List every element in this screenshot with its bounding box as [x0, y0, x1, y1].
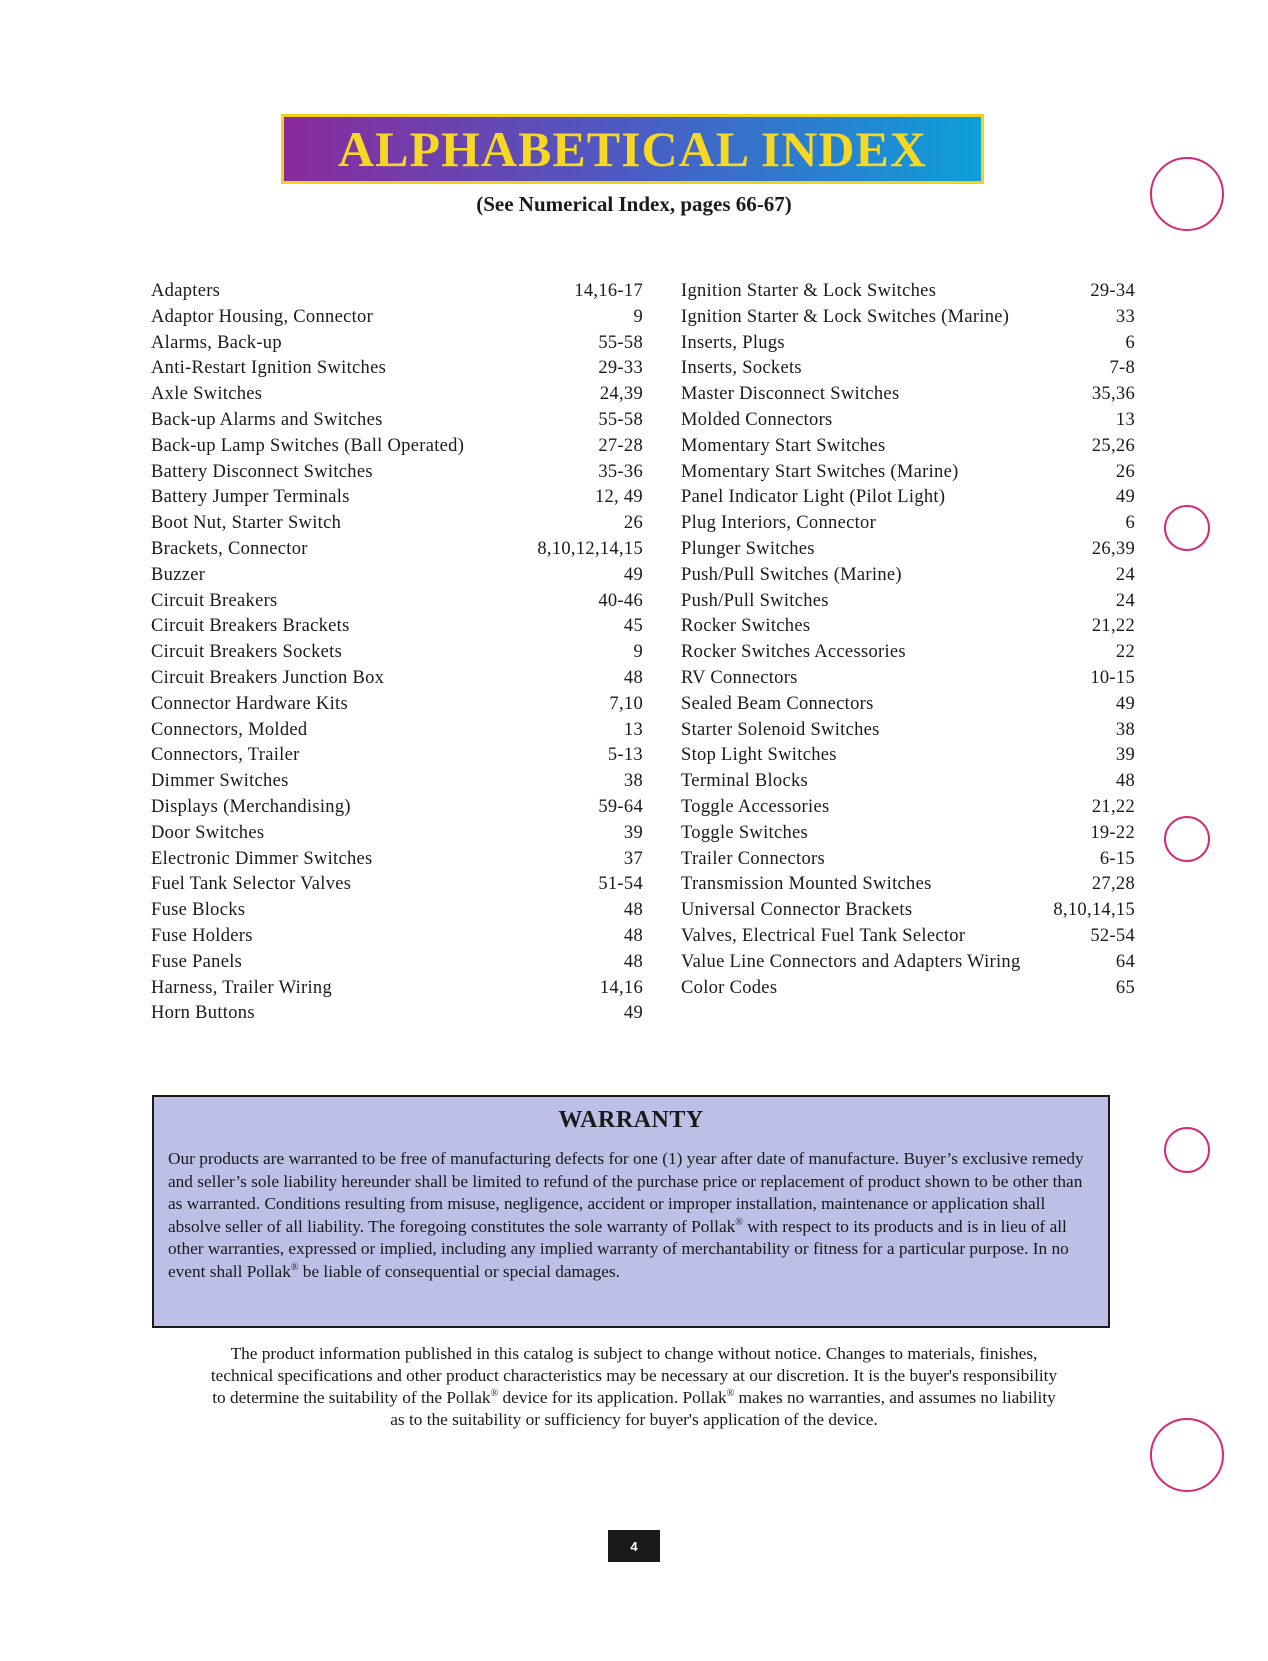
index-entry-name: Back-up Alarms and Switches — [151, 409, 383, 430]
index-entry — [681, 513, 1135, 539]
index-entry-name: Stop Light Switches — [681, 745, 837, 766]
index-left-column — [151, 281, 643, 1029]
index-entry — [151, 539, 643, 565]
index-entry-pages: 6 — [1125, 513, 1135, 534]
index-right-column — [681, 281, 1135, 1003]
index-entry — [151, 487, 643, 513]
warranty-text — [168, 1148, 1094, 1284]
index-entry — [681, 694, 1135, 720]
index-entry-pages: 40-46 — [598, 590, 643, 611]
index-entry — [151, 849, 643, 875]
index-entry-name: Circuit Breakers Brackets — [151, 616, 350, 637]
index-entry — [681, 874, 1135, 900]
index-entry — [151, 616, 643, 642]
index-entry — [681, 591, 1135, 617]
index-entry-pages: 8,10,12,14,15 — [537, 538, 643, 559]
index-entry-pages: 7-8 — [1109, 358, 1135, 379]
index-entry-name: RV Connectors — [681, 667, 798, 688]
index-entry-pages: 55-58 — [598, 409, 643, 430]
index-entry — [681, 539, 1135, 565]
index-entry-name: Starter Solenoid Switches — [681, 719, 880, 740]
index-entry — [151, 900, 643, 926]
index-entry-name: Dimmer Switches — [151, 771, 289, 792]
index-entry-name: Axle Switches — [151, 384, 263, 405]
index-entry-name: Fuel Tank Selector Valves — [151, 874, 352, 895]
index-entry-name: Adapters — [151, 281, 221, 301]
index-entry — [151, 668, 643, 694]
index-entry — [151, 462, 643, 488]
index-entry-name: Battery Jumper Terminals — [151, 487, 350, 508]
index-entry-name: Toggle Accessories — [681, 796, 830, 817]
index-entry-pages: 45 — [623, 616, 643, 637]
index-entry-name: Displays (Merchandising) — [151, 796, 351, 817]
index-entry-name: Harness, Trailer Wiring — [151, 977, 333, 998]
index-entry — [151, 952, 643, 978]
warranty-text-part: Our products are warranted to be free of manufacturing defects for one (1) year after date of manufacture. Buyer’s exclusive remedy and seller’s sole liability hereunder shall be limited to refund of the purchase price or replacement of product shown to be other than as warranted. Conditions resulting from misuse, negligence, accident or improper installation, maintenance or application shall absolve seller of all liability. The foregoing constitutes the sole warranty of Pollak — [168, 1149, 1084, 1236]
disclaimer-part: The product information published in this catalog is subject to change without notice. Changes to materials, finishes, technical specifications and other product characteristics may be necessary at our discretion. It is the buyer's responsibility to determine the suitability of the Pollak — [210, 1344, 1058, 1407]
index-entry — [151, 771, 643, 797]
warranty-heading: WARRANTY — [558, 1107, 704, 1133]
index-entry-name: Adaptor Housing, Connector — [151, 306, 374, 327]
page-title: ALPHABETICAL INDEX — [338, 121, 927, 177]
index-entry-pages: 48 — [623, 667, 643, 688]
index-entry — [681, 952, 1135, 978]
index-entry-pages: 49 — [1115, 693, 1135, 714]
index-entry-pages: 10-15 — [1090, 667, 1135, 688]
index-entry — [151, 874, 643, 900]
index-entry-pages: 38 — [623, 771, 643, 792]
binder-hole — [1164, 816, 1210, 862]
index-entry — [681, 668, 1135, 694]
index-entry — [681, 281, 1135, 307]
index-entry-name: Transmission Mounted Switches — [681, 874, 932, 895]
index-entry — [151, 745, 643, 771]
index-entry — [681, 565, 1135, 591]
index-entry — [151, 694, 643, 720]
index-entry-name: Battery Disconnect Switches — [151, 461, 373, 482]
disclaimer-part: device for its application. Pollak — [498, 1388, 727, 1407]
index-entry — [151, 410, 643, 436]
index-entry — [681, 926, 1135, 952]
index-entry-name: Horn Buttons — [151, 1003, 255, 1024]
index-entry — [151, 823, 643, 849]
index-entry-pages: 48 — [623, 900, 643, 921]
index-entry-name: Fuse Holders — [151, 925, 253, 946]
index-entry-pages: 29-34 — [1090, 281, 1135, 301]
index-entry-pages: 13 — [1115, 409, 1135, 430]
index-entry-pages: 12, 49 — [594, 487, 643, 508]
index-entry-name: Rocker Switches Accessories — [681, 642, 906, 663]
index-entry — [681, 771, 1135, 797]
binder-hole — [1150, 157, 1224, 231]
index-entry-pages: 64 — [1115, 951, 1135, 972]
title-banner — [281, 114, 984, 184]
index-entry — [681, 487, 1135, 513]
index-entry — [151, 436, 643, 462]
index-entry-name: Ignition Starter & Lock Switches — [681, 281, 937, 301]
index-entry-name: Electronic Dimmer Switches — [151, 848, 373, 869]
index-entry-pages: 26 — [623, 513, 643, 534]
index-entry-pages: 52-54 — [1090, 925, 1135, 946]
index-entry-pages: 39 — [623, 822, 643, 843]
index-entry-name: Buzzer — [151, 564, 206, 585]
index-entry-name: Connectors, Trailer — [151, 745, 300, 766]
index-entry-name: Value Line Connectors and Adapters Wiring — [681, 951, 1021, 972]
index-entry-pages: 8,10,14,15 — [1053, 900, 1135, 921]
index-entry — [681, 642, 1135, 668]
warranty-text-part: be liable of consequential or special damages. — [298, 1261, 620, 1281]
index-entry-name: Molded Connectors — [681, 409, 833, 430]
index-entry-pages: 19-22 — [1090, 822, 1135, 843]
index-entry — [681, 462, 1135, 488]
index-entry-pages: 14,16-17 — [574, 281, 643, 301]
index-entry — [151, 358, 643, 384]
index-entry — [681, 978, 1135, 1004]
index-entry-name: Valves, Electrical Fuel Tank Selector — [681, 925, 966, 946]
index-entry — [151, 307, 643, 333]
index-entry-name: Inserts, Sockets — [681, 358, 802, 379]
index-entry-name: Ignition Starter & Lock Switches (Marine) — [681, 306, 1010, 327]
index-entry-pages: 33 — [1115, 306, 1135, 327]
index-entry — [681, 616, 1135, 642]
index-entry — [151, 565, 643, 591]
binder-hole — [1164, 505, 1210, 551]
index-entry-name: Anti-Restart Ignition Switches — [151, 358, 387, 379]
index-entry-pages: 35-36 — [598, 461, 643, 482]
index-entry — [151, 797, 643, 823]
index-entry-name: Momentary Start Switches — [681, 435, 886, 456]
page-number: 4 — [608, 1530, 660, 1562]
index-entry-pages: 27,28 — [1091, 874, 1135, 895]
index-entry-pages: 35,36 — [1091, 384, 1135, 405]
index-entry — [681, 410, 1135, 436]
index-entry — [151, 384, 643, 410]
index-entry-name: Boot Nut, Starter Switch — [151, 513, 342, 534]
index-entry — [681, 358, 1135, 384]
index-entry-name: Trailer Connectors — [681, 848, 825, 869]
index-entry-pages: 21,22 — [1091, 796, 1135, 817]
index-entry-name: Back-up Lamp Switches (Ball Operated) — [151, 435, 465, 456]
index-entry-name: Brackets, Connector — [151, 538, 308, 559]
index-entry-name: Fuse Panels — [151, 951, 243, 972]
index-entry-name: Color Codes — [681, 977, 778, 998]
index-entry-name: Plug Interiors, Connector — [681, 513, 877, 534]
index-entry-pages: 48 — [623, 925, 643, 946]
index-entry-pages: 48 — [623, 951, 643, 972]
index-entry-pages: 39 — [1115, 745, 1135, 766]
index-entry-name: Circuit Breakers Junction Box — [151, 667, 385, 688]
index-entry-name: Connectors, Molded — [151, 719, 308, 740]
index-entry — [681, 797, 1135, 823]
index-entry-pages: 22 — [1115, 642, 1135, 663]
index-entry-pages: 24 — [1115, 564, 1135, 585]
registered-mark: ® — [726, 1388, 735, 1400]
index-entry-name: Inserts, Plugs — [681, 332, 785, 353]
disclaimer-part: makes no warranties, and assumes no liability as to the suitability or sufficiency for buyer's application of the device. — [390, 1388, 1056, 1429]
index-entry — [681, 720, 1135, 746]
binder-hole — [1164, 1127, 1210, 1173]
index-entry-name: Door Switches — [151, 822, 265, 843]
index-entry — [681, 745, 1135, 771]
index-entry — [681, 384, 1135, 410]
index-entry-pages: 7,10 — [609, 693, 643, 714]
index-entry-name: Universal Connector Brackets — [681, 900, 913, 921]
index-entry-pages: 21,22 — [1091, 616, 1135, 637]
subtitle: (See Numerical Index, pages 66-67) — [476, 192, 792, 216]
index-entry-name: Toggle Switches — [681, 822, 809, 843]
index-entry — [151, 642, 643, 668]
index-entry-pages: 5-13 — [607, 745, 643, 766]
registered-mark: ® — [290, 1262, 299, 1274]
index-entry-pages: 29-33 — [598, 358, 643, 379]
index-entry-name: Push/Pull Switches — [681, 590, 829, 611]
index-entry — [151, 513, 643, 539]
index-entry — [151, 1003, 643, 1029]
index-entry-name: Push/Pull Switches (Marine) — [681, 564, 902, 585]
index-entry-name: Panel Indicator Light (Pilot Light) — [681, 487, 946, 508]
index-entry-pages: 37 — [623, 848, 643, 869]
binder-hole — [1150, 1418, 1224, 1492]
index-entry-name: Terminal Blocks — [681, 771, 809, 792]
index-entry-pages: 65 — [1115, 977, 1135, 998]
index-entry-name: Alarms, Back-up — [151, 332, 282, 353]
index-entry-name: Master Disconnect Switches — [681, 384, 900, 405]
index-entry-pages: 9 — [633, 306, 643, 327]
index-entry-pages: 26 — [1115, 461, 1135, 482]
index-entry-pages: 27-28 — [598, 435, 643, 456]
index-entry-pages: 51-54 — [598, 874, 643, 895]
index-entry-pages: 14,16 — [599, 977, 643, 998]
index-entry — [151, 333, 643, 359]
index-entry-pages: 24 — [1115, 590, 1135, 611]
index-entry-pages: 24,39 — [599, 384, 643, 405]
index-entry — [681, 823, 1135, 849]
index-entry-pages: 25,26 — [1091, 435, 1135, 456]
index-entry-pages: 48 — [1115, 771, 1135, 792]
index-entry — [151, 926, 643, 952]
index-entry — [151, 281, 643, 307]
index-entry-name: Momentary Start Switches (Marine) — [681, 461, 959, 482]
index-entry — [681, 900, 1135, 926]
index-entry-name: Circuit Breakers Sockets — [151, 642, 343, 663]
index-entry-name: Connector Hardware Kits — [151, 693, 348, 714]
index-entry — [151, 978, 643, 1004]
index-entry-name: Sealed Beam Connectors — [681, 693, 874, 714]
index-entry-pages: 6-15 — [1099, 848, 1135, 869]
index-entry — [151, 720, 643, 746]
index-entry-pages: 6 — [1125, 332, 1135, 353]
index-entry — [151, 591, 643, 617]
index-entry — [681, 436, 1135, 462]
index-entry-pages: 49 — [1115, 487, 1135, 508]
registered-mark: ® — [490, 1388, 499, 1400]
index-entry-name: Plunger Switches — [681, 538, 815, 559]
index-entry — [681, 333, 1135, 359]
index-entry — [681, 849, 1135, 875]
index-entry-name: Fuse Blocks — [151, 900, 246, 921]
index-entry-pages: 49 — [623, 1003, 643, 1024]
index-entry-pages: 59-64 — [598, 796, 643, 817]
warranty-text-part: with respect to its products and is in lieu of all other warranties, expressed or implied, including any implied warranty of merchantability or fitness for a particular purpose. In no event shall Pollak — [168, 1216, 1069, 1281]
index-entry-name: Circuit Breakers — [151, 590, 278, 611]
index-entry — [681, 307, 1135, 333]
index-entry-pages: 38 — [1115, 719, 1135, 740]
index-entry-pages: 13 — [623, 719, 643, 740]
index-entry-pages: 55-58 — [598, 332, 643, 353]
warranty-box — [152, 1095, 1110, 1328]
index-entry-pages: 49 — [623, 564, 643, 585]
index-entry-pages: 9 — [633, 642, 643, 663]
registered-mark: ® — [735, 1217, 743, 1229]
index-entry-pages: 26,39 — [1091, 538, 1135, 559]
disclaimer-text — [210, 1343, 1058, 1431]
index-entry-name: Rocker Switches — [681, 616, 811, 637]
